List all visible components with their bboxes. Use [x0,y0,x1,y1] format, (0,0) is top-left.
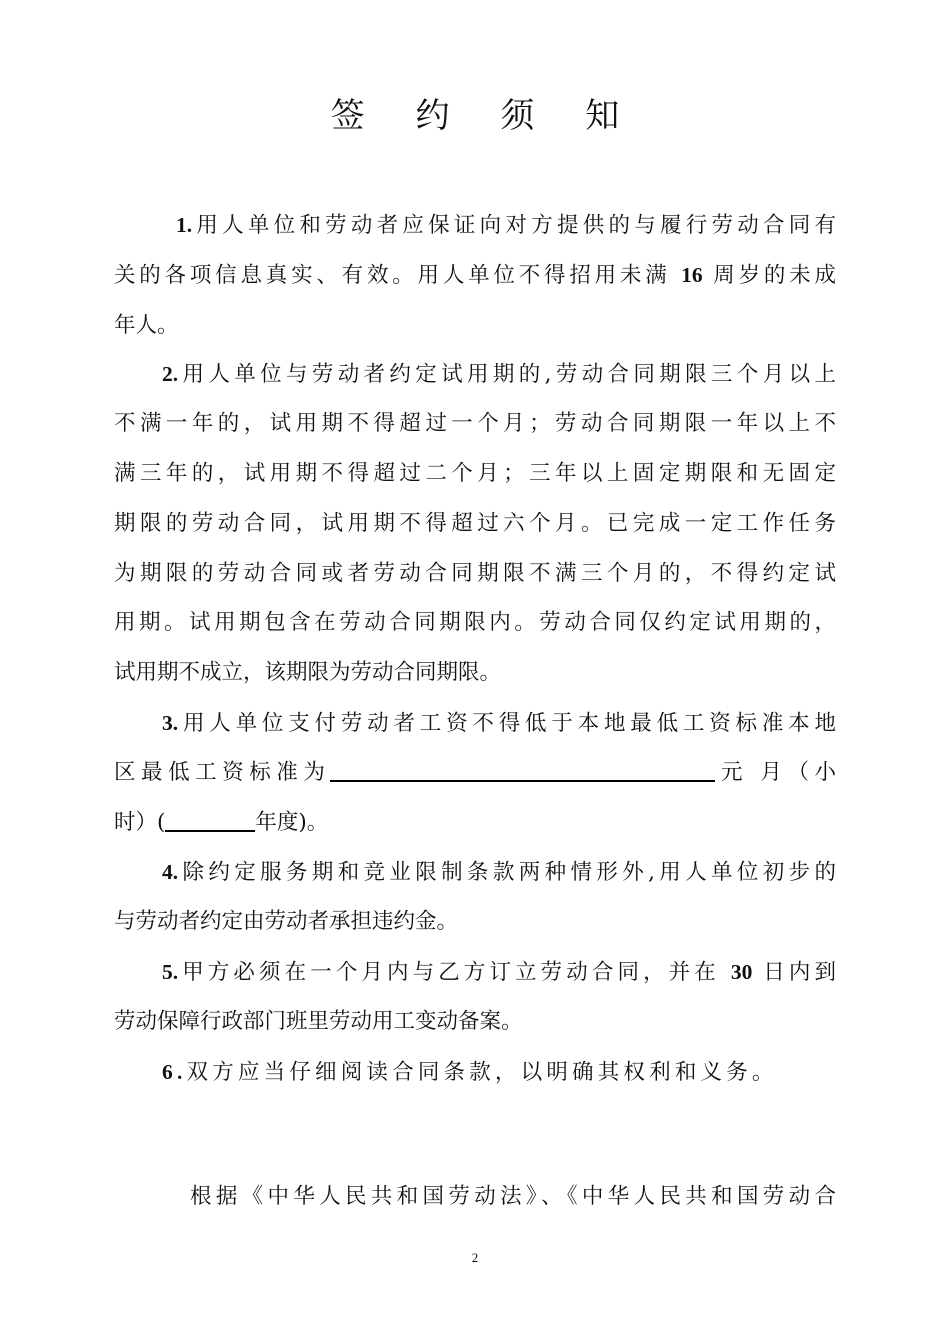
item-4-number: 4. [162,860,179,884]
item-2-line-2 [114,407,836,441]
item-1-line-2 [114,258,836,292]
item-4-text-2: 与劳动者约定由劳动者承担违约金。 [114,909,459,934]
item-3-line-1 [162,706,836,740]
item-5-line-1 [162,955,836,989]
item-2-number: 2. [162,362,179,386]
item-3-text-1: 用人单位支付劳动者工资不得低于本地最低工资标准本地 [178,711,836,736]
item-4-text-1: 除约定服务期和竞业限制条款两种情形外,用人单位初步的 [178,860,836,885]
page-number: 2 [471,1250,479,1265]
item-2-text-6: 用期。试用期包含在劳动合同期限内。劳动合同仅约定试用期的， [114,610,836,635]
item-3-text-2a: 区最低工资标准为 [114,760,331,785]
item-2-text-7: 试用期不成立，该期限为劳动合同期限。 [114,660,502,685]
item-6-text-1: 双方应当仔细阅读合同条款，以明确其权利和义务。 [186,1060,778,1085]
item-1-text-1: 用人单位和劳动者应保证向对方提供的与履行劳动合同有 [192,213,836,238]
item-3-number: 3. [162,711,179,735]
item-2-text-5: 为期限的劳动合同或者劳动合同期限不满三个月的，不得约定试 [114,561,836,586]
item-2-text-1: 用人单位与劳动者约定试用期的,劳动合同期限三个月以上 [178,362,836,387]
item-2-text-4: 期限的劳动合同，试用期不得超过六个月。已完成一定工作任务 [114,511,836,536]
item-1-text-2a: 关的各项信息真实、有效。用人单位不得招用未满 [114,263,671,288]
item-3-line-3 [114,806,836,840]
item-2-text-2: 不满一年的，试用期不得超过一个月；劳动合同期限一年以上不 [114,411,836,436]
item-1-text-3: 年人。 [114,313,179,338]
item-3-line-2 [114,756,836,790]
item-4-line-1 [162,855,836,889]
item-5-text-2: 劳动保障行政部门班里劳动用工变动备案。 [114,1009,523,1034]
item-1-line-1 [176,208,836,242]
item-5-line-2 [114,1005,836,1039]
item-5-days-number: 30 [730,960,753,984]
item-2-line-7 [114,656,836,690]
item-5-number: 5. [162,960,179,984]
wage-year-blank [165,808,255,832]
item-5-text-1b: 日内到 [763,960,836,985]
page-title: 签 约 须 知 [330,96,640,136]
item-3-text-2b: 元 月（小 [715,760,836,785]
item-3-text-3a: 时）( [114,810,166,835]
item-2-text-3: 满三年的，试用期不得超过二个月；三年以上固定期限和无固定 [114,461,836,486]
item-6-line-1 [162,1055,836,1089]
item-6-number: 6. [162,1060,187,1084]
item-3-text-3b: 年度)。 [255,810,329,835]
closing-text: 根据《中华人民共和国劳动法》、《中华人民共和国劳动合 [190,1184,836,1209]
item-4-line-2 [114,905,836,939]
item-5-text-1a: 甲方必须在一个月内与乙方订立劳动合同，并在 [178,960,720,985]
item-1-line-3 [114,309,836,343]
item-2-line-4 [114,507,836,541]
item-1-number: 1. [176,213,193,237]
item-2-line-1 [162,357,836,391]
item-1-age-number: 16 [681,263,703,287]
item-2-line-6 [114,606,836,640]
item-2-line-5 [114,557,836,591]
closing-paragraph-line [190,1180,836,1214]
item-1-text-2b: 周岁的未成 [713,263,836,288]
item-2-line-3 [114,457,836,491]
minimum-wage-blank [330,758,715,782]
